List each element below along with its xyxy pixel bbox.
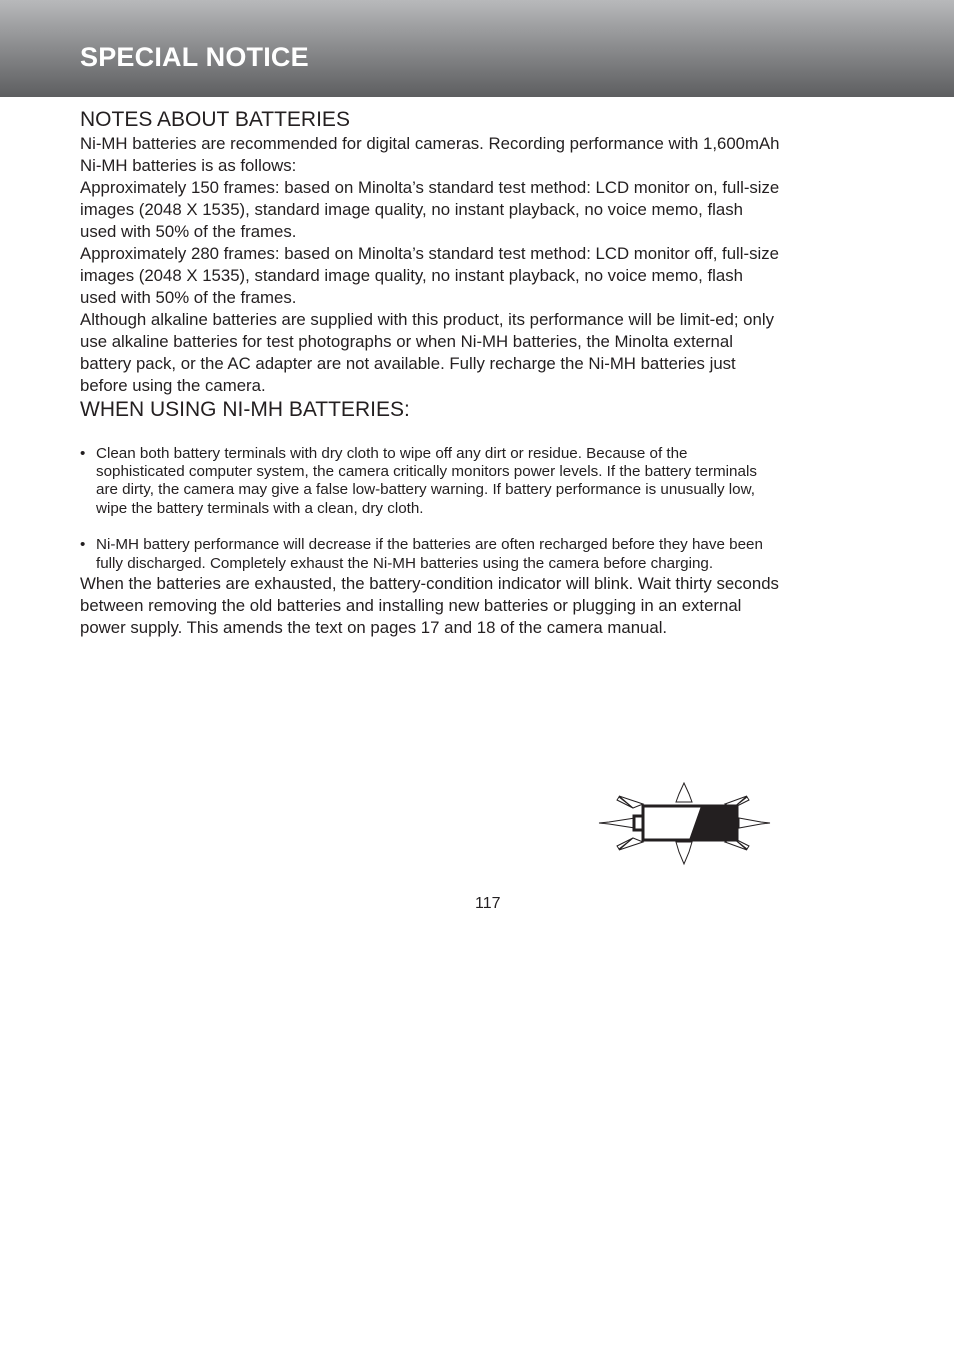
list-item-text: Clean both battery terminals with dry cloth to wipe off any dirt or residue. Because of the sophisticated computer system, the camera critically monitors power levels. If the battery terminals are dirty, the camera may give a false low-battery warning. If battery performance is unusually low, wipe the battery terminals with a clean, dry cloth. — [96, 445, 757, 517]
header-band — [0, 0, 954, 97]
main-content — [80, 107, 780, 639]
page-title: SPECIAL NOTICE — [80, 42, 309, 72]
nimh-tips-list — [80, 445, 780, 573]
list-item — [80, 536, 780, 572]
bullet-marker: • — [80, 445, 86, 462]
recommendation-paragraph: Ni-MH batteries are recommended for digital cameras. Recording performance with 1,600mAh Ni-MH batteries is as follows: — [80, 134, 780, 175]
batteries-notes-heading: NOTES ABOUT BATTERIES — [80, 108, 350, 131]
lcd-on-performance-paragraph: Approximately 150 frames: based on Minolta’s standard test method: LCD monitor on, full-size images (2048 X 1535), standard image quality, no instant playback, no voice memo, flash used with 50% of the frames. — [80, 178, 780, 241]
list-item — [80, 445, 780, 518]
page-number: 117 — [475, 895, 501, 912]
battery-replacement-paragraph: When the batteries are exhausted, the battery-condition indicator will blink. Wait thirty seconds between removing the old batteries and installing new batteries or plugging in an external power supply. This amends the text on pages 17 and 18 of the camera manual. — [80, 573, 779, 637]
blinking-battery-indicator-icon — [597, 782, 771, 866]
alkaline-note-paragraph: Although alkaline batteries are supplied with this product, its performance will be limit-ed; only use alkaline batteries for test photographs or when Ni-MH batteries, the Minolta external battery pack, or the AC adapter are not available. Fully recharge the Ni-MH batteries just before using the camera. — [80, 310, 774, 395]
nimh-section-heading: WHEN USING NI-MH BATTERIES: — [80, 398, 410, 421]
list-item-text: Ni-MH battery performance will decrease if the batteries are often recharged before they have been fully discharged. Completely exhaust the Ni-MH batteries using the camera before charging. — [96, 536, 763, 572]
bullet-marker: • — [80, 536, 86, 554]
lcd-off-performance-paragraph: Approximately 280 frames: based on Minolta’s standard test method: LCD monitor off, full-size images (2048 X 1535), standard image quality, no instant playback, no voice memo, flash used with 50% of the frames. — [80, 244, 779, 307]
